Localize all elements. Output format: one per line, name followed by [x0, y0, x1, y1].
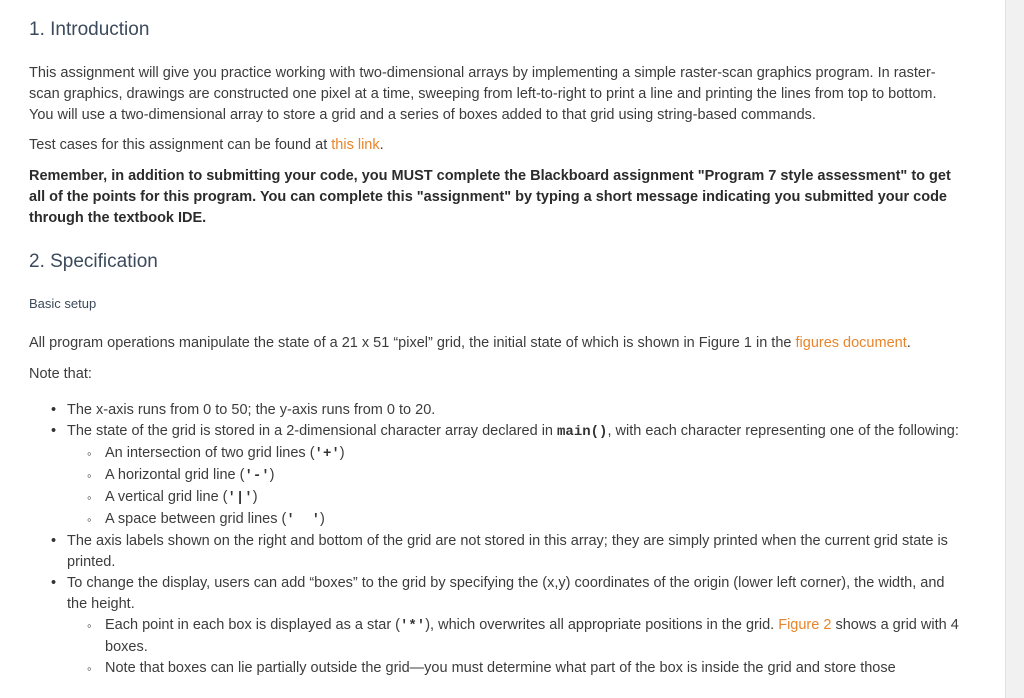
list-item: [29, 465, 959, 487]
sub-item-end: ): [339, 445, 345, 461]
list-item: [29, 400, 959, 421]
bullet-array-text-end: , with each character representing one of the following:: [607, 423, 959, 439]
sub-item-end: ): [319, 511, 325, 527]
sub-item-text: A horizontal grid line (: [105, 467, 245, 483]
list-item: [29, 615, 959, 658]
grid-paragraph-end: .: [906, 335, 911, 351]
sub-item-end: shows a grid with 4 boxes.: [105, 617, 959, 655]
intro-paragraph: This assignment will give you practice working with two-dimensional arrays by implementing a simple raster-scan graphics program. In raster-scan graphics, drawings are constructed one pixel at a time, sweeping from left-to-right to print a line and printing the lines from top to bottom. You will use a two-dimensional array to store a grid and a series of boxes added to that grid using string-based commands.: [29, 65, 937, 123]
spec-heading: 2. Specification: [29, 251, 158, 272]
grid-paragraph: [29, 333, 954, 354]
list-item: [29, 421, 959, 443]
figure-2-link[interactable]: Figure 2: [778, 617, 832, 633]
sub-item-end: ): [252, 489, 258, 505]
list-item: [29, 487, 959, 509]
dash-code: '-': [244, 468, 270, 484]
remember-paragraph: Remember, in addition to submitting your code, you MUST complete the Blackboard assignment "Program 7 style assessment" to get all of the points for this program. You can complete this "assignment" by typing a short message indicating you submitted your code through the textbook IDE.: [29, 168, 951, 226]
bullet-boxes: To change the display, users can add “boxes” to the grid by specifying the (x,y) coordinates of the origin (lower left corner), the width, and the height.: [67, 575, 945, 612]
list-item: [29, 509, 959, 531]
spec-bullet-list: [29, 400, 959, 679]
testcases-prefix: Test cases for this assignment can be found at: [29, 137, 332, 153]
sub-item-text: A vertical grid line (: [105, 489, 228, 505]
note-text: Note that:: [29, 366, 92, 382]
plus-code: '+': [314, 446, 340, 462]
grid-paragraph-text: All program operations manipulate the state of a 21 x 51 “pixel” grid, the initial state of which is shown in Figure 1 in the: [29, 335, 796, 351]
testcases-suffix: .: [379, 137, 384, 153]
sub-item-text: Each point in each box is displayed as a star (: [105, 617, 400, 633]
sub-item-text: An intersection of two grid lines (: [105, 445, 315, 461]
main-code: main(): [557, 424, 608, 440]
bullet-axis-range: The x-axis runs from 0 to 50; the y-axis runs from 0 to 20.: [67, 402, 436, 418]
basic-setup-subheading: Basic setup: [29, 296, 97, 311]
vertical-scrollbar[interactable]: [1005, 0, 1024, 698]
testcases-paragraph: [29, 135, 954, 156]
list-item: [29, 573, 959, 615]
list-item: [29, 443, 959, 465]
testcases-link[interactable]: this link: [331, 137, 380, 153]
pipe-code: '|': [227, 490, 253, 506]
list-item: [29, 658, 959, 679]
figures-document-link[interactable]: figures document: [795, 335, 907, 351]
sub-item-text: A space between grid lines (: [105, 511, 287, 527]
list-item: [29, 531, 959, 573]
star-code: '*': [400, 618, 426, 634]
bullet-axis-labels: The axis labels shown on the right and bottom of the grid are not stored in this array; they are simply printed when the current grid state is printed.: [67, 533, 948, 570]
sub-item-partial-boxes: Note that boxes can lie partially outside the grid—you must determine what part of the box is inside the grid and store those: [105, 660, 896, 676]
intro-heading: 1. Introduction: [29, 19, 150, 40]
sub-item-text-mid: ), which overwrites all appropriate positions in the grid.: [425, 617, 779, 633]
sub-item-end: ): [269, 467, 275, 483]
space-code: ' ': [286, 512, 320, 528]
bullet-array-text: The state of the grid is stored in a 2-dimensional character array declared in: [67, 423, 558, 439]
